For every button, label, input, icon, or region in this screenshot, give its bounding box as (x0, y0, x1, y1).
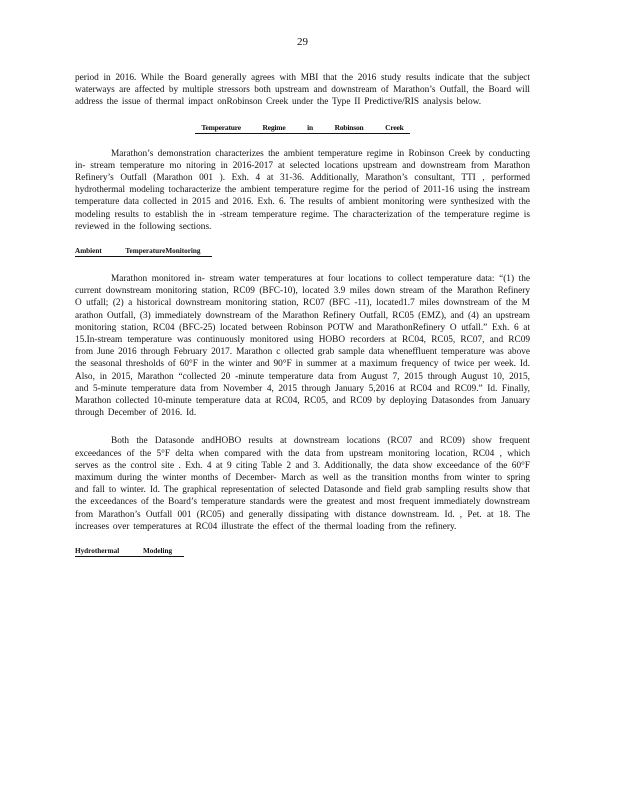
subsection-heading-ambient-monitoring-text: Ambient TemperatureMonitoring (75, 247, 212, 257)
paragraph-intro: period in 2016. While the Board generally agrees with MBI that the 2016 study results indicate that the subject waterways are affected by multiple stressors both upstream and downstream of Marathon’s Outfall, the Board will address the issue of thermal impact onRobinson Creek under the Type II Predictive/RIS analysis below. (75, 73, 530, 108)
subsection-heading-hydrothermal-modeling-text: Hydrothermal Modeling (75, 547, 184, 557)
paragraph-demonstration: Marathon’s demonstration characterizes the ambient temperature regime in Robinson Creek by conducting in- stream temperature mo nitoring in 2016-2017 at selected locations upstream and downstream from Marathon Refinery’s Outfall (Marathon 001 ). Exh. 4 at 31-36. Additionally, Marathon’s consultant, TTI , performed hydrothermal modeling tocharacterize the ambient temperature regime for the period of 2011-16 using the instream temperature data collected in 2015 and 2016. Exh. 6. The results of ambient monitoring were synthesized with the modeling results to establish the in -stream temperature regime. The characterization of the temperature regime is reviewed in the following sections. (75, 148, 530, 232)
section-heading-temperature-regime-text: Temperature Regime in Robinson Creek (195, 123, 409, 134)
subsection-heading-ambient-monitoring (75, 247, 530, 257)
paragraph-monitoring: Marathon monitored in- stream water temperatures at four locations to collect temperature data: “(1) the current downstream monitoring station, RC09 (BFC-10), located 3.9 miles down stream of the Marathon Refinery O utfall; (2) a historical downstream monitoring station, RC07 (BFC -11), located1.7 miles downstream of the M arathon Outfall, (3) immediately downstream of the Marathon Refinery Outfall, RC05 (EMZ), and (4) an upstream monitoring station, RC04 (BFC-25) located between Robinson POTW and MarathonRefinery O utfall.” Exh. 6 at 15.In-stream temperature was continuously monitored using HOBO recorders at RC04, RC05, RC07, and RC09 from June 2016 through February 2017. Marathon c ollected grab sample data wheneffluent temperature was above the seasonal thresholds of 60°F in the winter and 90°F in summer at a maximum frequency of twice per week. Id. Also, in 2015, Marathon “collected 20 -minute temperature data from August 7, 2015 through August 10, 2015, and 5-minute temperature data from November 4, 2015 through January 5,2016 at RC04 and RC09.” Id. Finally, Marathon collected 10-minute temperature data at RC04, RC05, and RC09 by deploying Datasondes from January through December of 2016. Id. (75, 274, 530, 419)
section-heading-temperature-regime (75, 123, 530, 134)
paragraph-exceedances: Both the Datasonde andHOBO results at downstream locations (RC07 and RC09) show frequent exceedances of the 5°F delta when compared with the data from upstream monitoring location, RC04 , which serves as the control site . Exh. 4 at 9 citing Table 2 and 3. Additionally, the data show exceedance of the 60°F maximum during the winter months of December- March as well as the transition months from winter to spring and fall to winter. Id. The graphical representation of selected Datasonde and field grab sampling results show that the exceedances of the Board’s temperature standards were the greatest and most frequent immediately downstream from Marathon’s Outfall 001 (RC05) and generally dissipating with distance downstream. Id. , Pet. at 18. The increases over temperatures at RC04 illustrate the effect of the thermal loading from the refinery. (75, 436, 530, 532)
page-number: 29 (297, 36, 308, 48)
subsection-heading-hydrothermal-modeling (75, 547, 530, 557)
